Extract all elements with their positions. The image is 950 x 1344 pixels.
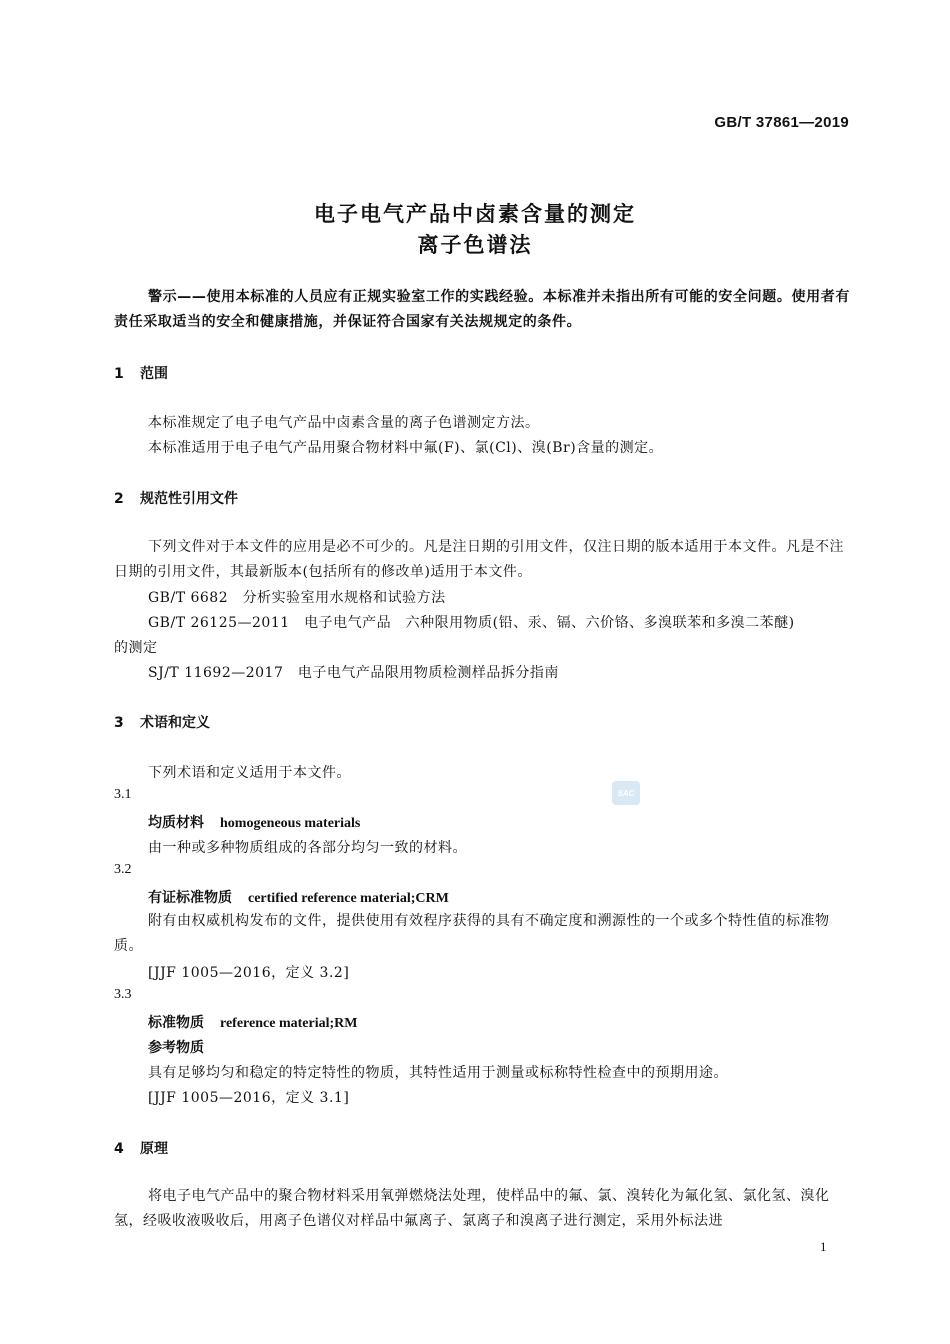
term-english: certified reference material;CRM (248, 891, 449, 906)
reference-item-gbt26125: GB/T 26125—2011 电子电气产品 六种限用物质(铅、汞、镉、六价铬、多溴联苯和多溴二苯醚) (148, 615, 795, 631)
section-3-heading (114, 712, 210, 732)
section-title: 原理 (140, 1141, 168, 1157)
section-title: 术语和定义 (140, 715, 210, 731)
section-title: 规范性引用文件 (140, 491, 238, 507)
term-3-1 (148, 812, 360, 832)
term-definition: 附有由权威机构发布的文件，提供使用有效程序获得的具有不确定度和溯源性的一个或多个特性值的标准物质。 (114, 913, 830, 954)
section-2-heading (114, 488, 238, 508)
section-1-heading (114, 363, 168, 383)
term-3-2 (148, 887, 449, 907)
terms-intro: 下列术语和定义适用于本文件。 (148, 765, 351, 781)
section-number: 3 (114, 715, 124, 731)
page-number: 1 (820, 1239, 827, 1254)
term-chinese: 标准物质 (148, 1015, 204, 1031)
principle-paragraph: 将电子电气产品中的聚合物材料采用氧弹燃烧法处理，使样品中的氟、氯、溴转化为氟化氢、氯化氢、溴化氢，经吸收液吸收后，用离子色谱仪对样品中氟离子、氯离子和溴离子进行测定，采用外标法进 (114, 1188, 830, 1229)
term-number: 3.3 (114, 987, 132, 1002)
reference-item-gbt26125-cont: 的测定 (114, 640, 158, 656)
term-chinese: 有证标准物质 (148, 890, 232, 906)
document-title: 电子电气产品中卤素含量的测定 (314, 202, 636, 226)
term-number: 3.2 (114, 862, 132, 877)
section-4-heading (114, 1138, 168, 1158)
section-title: 范围 (140, 366, 168, 382)
term-number: 3.1 (114, 787, 132, 802)
warning-paragraph: 警示——使用本标准的人员应有正规实验室工作的实践经验。本标准并未指出所有可能的安全问题。使用者有责任采取适当的安全和健康措施，并保证符合国家有关法规规定的条件。 (114, 289, 850, 330)
section-number: 1 (114, 366, 124, 382)
document-subtitle: 离子色谱法 (417, 233, 533, 257)
term-definition: 具有足够均匀和稳定的特定特性的物质，其特性适用于测量或标称特性检查中的预期用途。 (148, 1065, 728, 1081)
references-intro: 下列文件对于本文件的应用是必不可少的。凡是注日期的引用文件，仅注日期的版本适用于本文件。凡是不注日期的引用文件，其最新版本(包括所有的修改单)适用于本文件。 (114, 539, 844, 580)
reference-item-gbt6682: GB/T 6682 分析实验室用水规格和试验方法 (148, 590, 446, 606)
term-definition: 由一种或多种物质组成的各部分均匀一致的材料。 (148, 840, 467, 856)
term-english: homogeneous materials (220, 816, 361, 831)
section-number: 4 (114, 1141, 124, 1157)
standard-code: GB/T 37861—2019 (714, 114, 849, 131)
section-number: 2 (114, 491, 124, 507)
term-source: [JJF 1005—2016，定义 3.2] (148, 965, 350, 981)
term-chinese: 均质材料 (148, 815, 204, 831)
reference-item-sjt11692: SJ/T 11692—2017 电子电气产品限用物质检测样品拆分指南 (148, 665, 559, 681)
term-source: [JJF 1005—2016，定义 3.1] (148, 1090, 350, 1106)
sac-watermark-logo: SAC (612, 781, 640, 805)
scope-paragraph-2: 本标准适用于电子电气产品用聚合物材料中氟(F)、氯(Cl)、溴(Br)含量的测定。 (148, 440, 664, 456)
term-alternate: 参考物质 (148, 1040, 204, 1056)
term-3-3-alt (148, 1037, 204, 1057)
scope-paragraph-1: 本标准规定了电子电气产品中卤素含量的离子色谱测定方法。 (148, 415, 540, 431)
term-3-3 (148, 1012, 357, 1032)
term-english: reference material;RM (220, 1016, 358, 1031)
